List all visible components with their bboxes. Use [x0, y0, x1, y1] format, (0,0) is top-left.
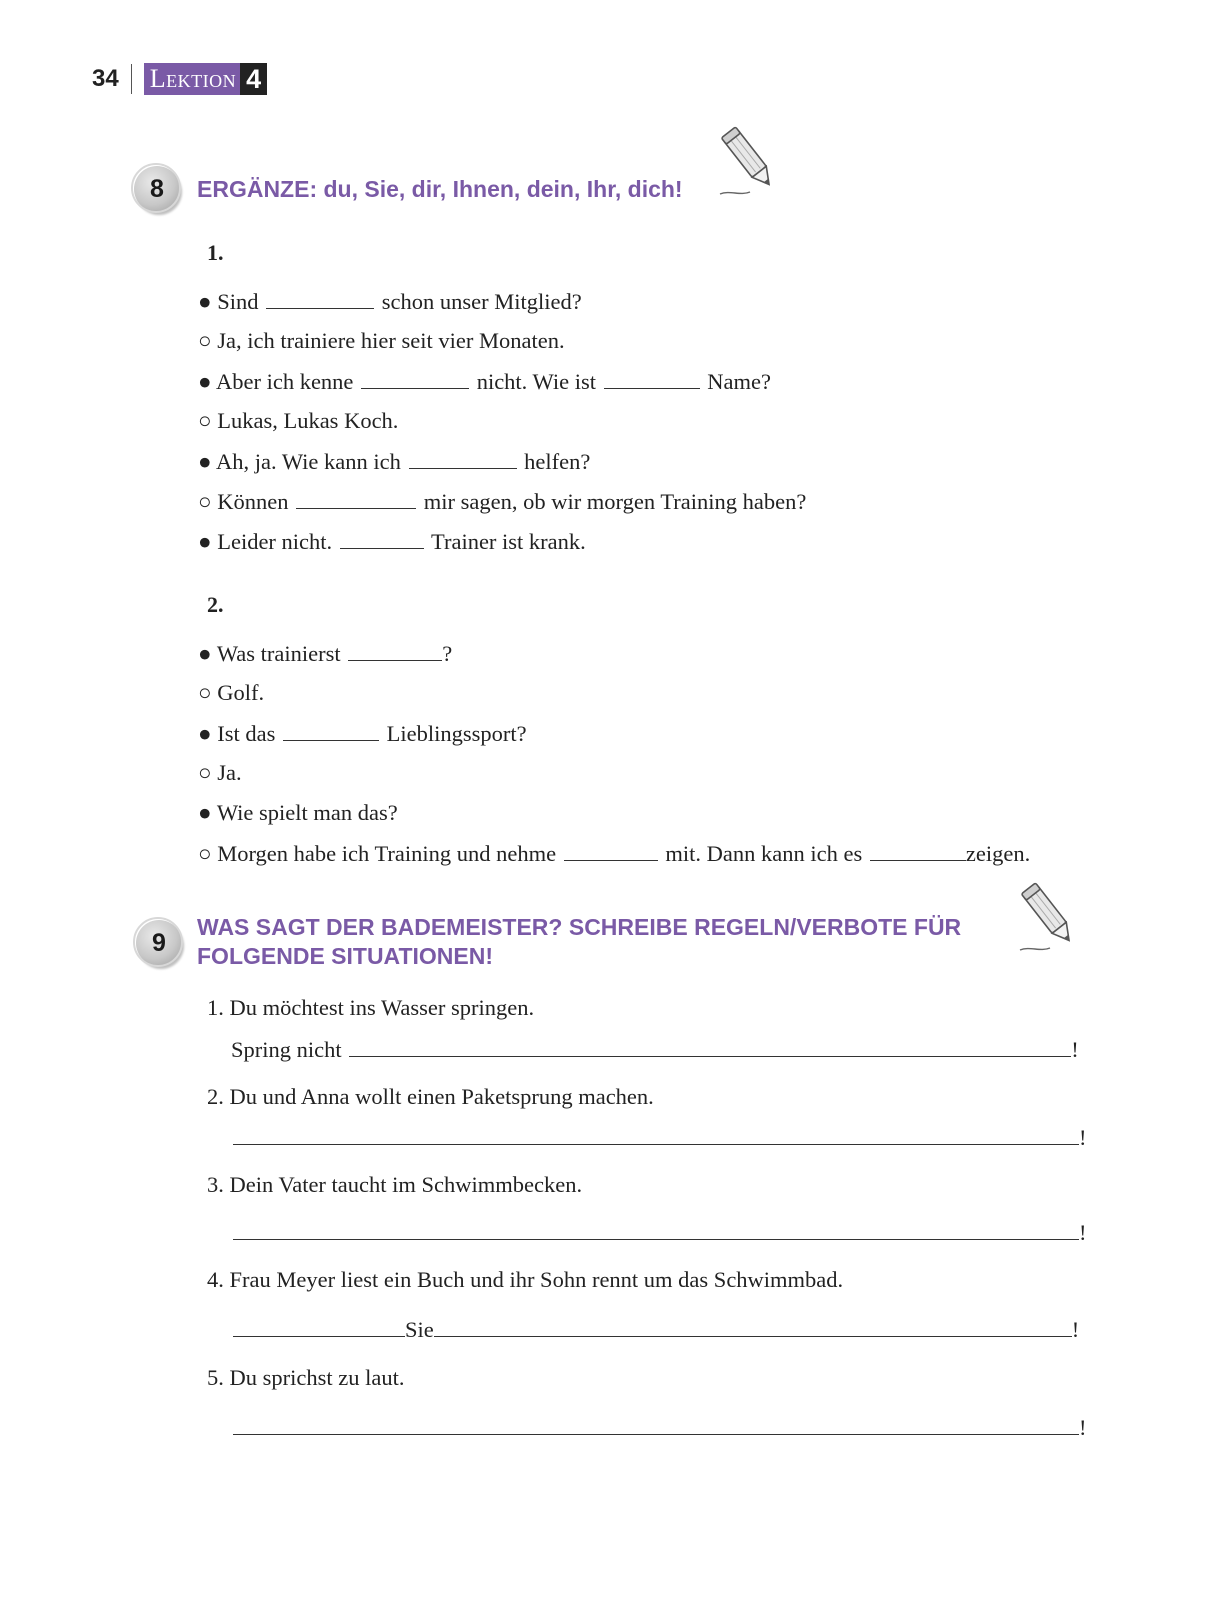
page-number: 34: [92, 65, 119, 92]
dialog-line: [198, 368, 771, 395]
exclamation: !: [1071, 1317, 1080, 1342]
answer-blank[interactable]: [349, 1036, 1071, 1057]
answer-blank[interactable]: [434, 1316, 1072, 1337]
answer-line: [233, 1124, 1087, 1151]
bullet-empty: ○: [198, 841, 212, 866]
answer-blank[interactable]: [409, 448, 517, 469]
answer-blank[interactable]: [233, 1316, 405, 1337]
answer-blank[interactable]: [266, 288, 374, 309]
bullet-empty: ○: [198, 760, 212, 785]
answer-blank[interactable]: [233, 1414, 1079, 1435]
line-text: Wie spielt man das?: [216, 800, 398, 825]
answer-blank[interactable]: [361, 368, 469, 389]
situation-text: 2. Du und Anna wollt einen Paketsprung machen.: [207, 1084, 654, 1109]
exercise-9-title: [197, 913, 961, 971]
line-text: Lukas, Lukas Koch.: [217, 408, 399, 433]
bullet-empty: ○: [198, 680, 212, 705]
dialog-line: [198, 488, 806, 515]
dialog-line: [198, 800, 398, 826]
line-text: Trainer ist krank.: [431, 529, 586, 554]
exercise-9-badge: [136, 920, 182, 966]
bullet-empty: ○: [198, 489, 212, 514]
bullet-filled: ●: [198, 449, 212, 474]
line-text: Lieblingssport?: [386, 721, 527, 746]
situation-text: 4. Frau Meyer liest ein Buch und ihr Sohn rennt um das Schwimmbad.: [207, 1267, 844, 1292]
line-text: Können: [217, 489, 289, 514]
exercise-8-number: 8: [150, 174, 164, 203]
dialog-1-label: 1.: [207, 240, 224, 265]
line-text: Ist das: [217, 721, 276, 746]
dialog-line: [198, 640, 452, 667]
dialog-line: [198, 720, 527, 747]
bullet-filled: ●: [198, 369, 212, 394]
line-text: Morgen habe ich Training und nehme: [217, 841, 557, 866]
answer-line: [233, 1219, 1087, 1246]
exclamation: !: [1079, 1415, 1087, 1440]
situation-text: 3. Dein Vater taucht im Schwimmbecken.: [207, 1172, 583, 1197]
line-text: Sind: [217, 289, 259, 314]
answer-line: [233, 1414, 1087, 1441]
dialog-line: [198, 528, 586, 555]
answer-blank[interactable]: [233, 1219, 1079, 1240]
answer-blank[interactable]: [604, 368, 700, 389]
line-text: mit. Dann kann ich es: [665, 841, 863, 866]
situation-text: 1. Du möchtest ins Wasser springen.: [207, 995, 535, 1020]
pencil-icon: [716, 124, 782, 200]
line-text: helfen?: [524, 449, 591, 474]
exercise-8-title: ERGÄNZE: du, Sie, dir, Ihnen, dein, Ihr, dich!: [197, 176, 683, 202]
line-text: zeigen.: [965, 841, 1031, 866]
answer-middle: Sie: [405, 1317, 434, 1342]
dialog-line: [198, 408, 398, 434]
lesson-word: Lektion: [144, 63, 240, 95]
bullet-filled: ●: [198, 800, 212, 825]
bullet-empty: ○: [198, 408, 212, 433]
bullet-filled: ●: [198, 641, 212, 666]
answer-blank[interactable]: [296, 488, 416, 509]
exclamation: !: [1071, 1037, 1079, 1062]
line-text: Ja, ich trainiere hier seit vier Monaten.: [217, 328, 565, 353]
line-text: schon unser Mitglied?: [381, 289, 582, 314]
line-text: Golf.: [217, 680, 265, 705]
situation-text: 5. Du sprichst zu laut.: [207, 1365, 405, 1390]
exercise-9-title-line-1: WAS SAGT DER BADEMEISTER? SCHREIBE REGELN/VERBOTE FÜR: [197, 914, 962, 940]
line-text: ?: [442, 641, 453, 666]
dialog-line: [198, 760, 242, 786]
line-text: mir sagen, ob wir morgen Training haben?: [423, 489, 807, 514]
dialog-line: [198, 448, 590, 475]
answer-blank[interactable]: [233, 1124, 1079, 1145]
pencil-icon: [1016, 880, 1082, 956]
answer-line: [233, 1316, 1079, 1343]
header-divider: [131, 64, 132, 94]
answer-blank[interactable]: [348, 640, 442, 661]
answer-blank[interactable]: [870, 840, 966, 861]
answer-line: [231, 1036, 1079, 1063]
lesson-number: 4: [240, 63, 267, 95]
exercise-9-number: 9: [152, 928, 166, 957]
dialog-line: [198, 328, 565, 354]
line-text: nicht. Wie ist: [476, 369, 596, 394]
answer-prefix: Spring nicht: [231, 1037, 342, 1062]
bullet-filled: ●: [198, 721, 212, 746]
exercise-8-badge: [134, 166, 180, 212]
answer-blank[interactable]: [340, 528, 424, 549]
answer-blank[interactable]: [283, 720, 379, 741]
lesson-label: [144, 63, 267, 95]
exercise-9-title-line-2: FOLGENDE SITUATIONEN!: [197, 943, 494, 969]
line-text: Ah, ja. Wie kann ich: [215, 449, 401, 474]
answer-blank[interactable]: [564, 840, 658, 861]
dialog-line: [198, 288, 582, 315]
line-text: Ja.: [217, 760, 242, 785]
page-header: [92, 62, 267, 96]
line-text: Was trainierst: [216, 641, 341, 666]
dialog-line: [198, 840, 1030, 867]
exclamation: !: [1079, 1125, 1087, 1150]
exclamation: !: [1079, 1220, 1087, 1245]
line-text: Aber ich kenne: [215, 369, 354, 394]
dialog-line: [198, 680, 264, 706]
bullet-filled: ●: [198, 289, 212, 314]
line-text: Leider nicht.: [217, 529, 333, 554]
line-text: Name?: [707, 369, 771, 394]
bullet-empty: ○: [198, 328, 212, 353]
dialog-2-label: 2.: [207, 592, 224, 617]
bullet-filled: ●: [198, 529, 212, 554]
